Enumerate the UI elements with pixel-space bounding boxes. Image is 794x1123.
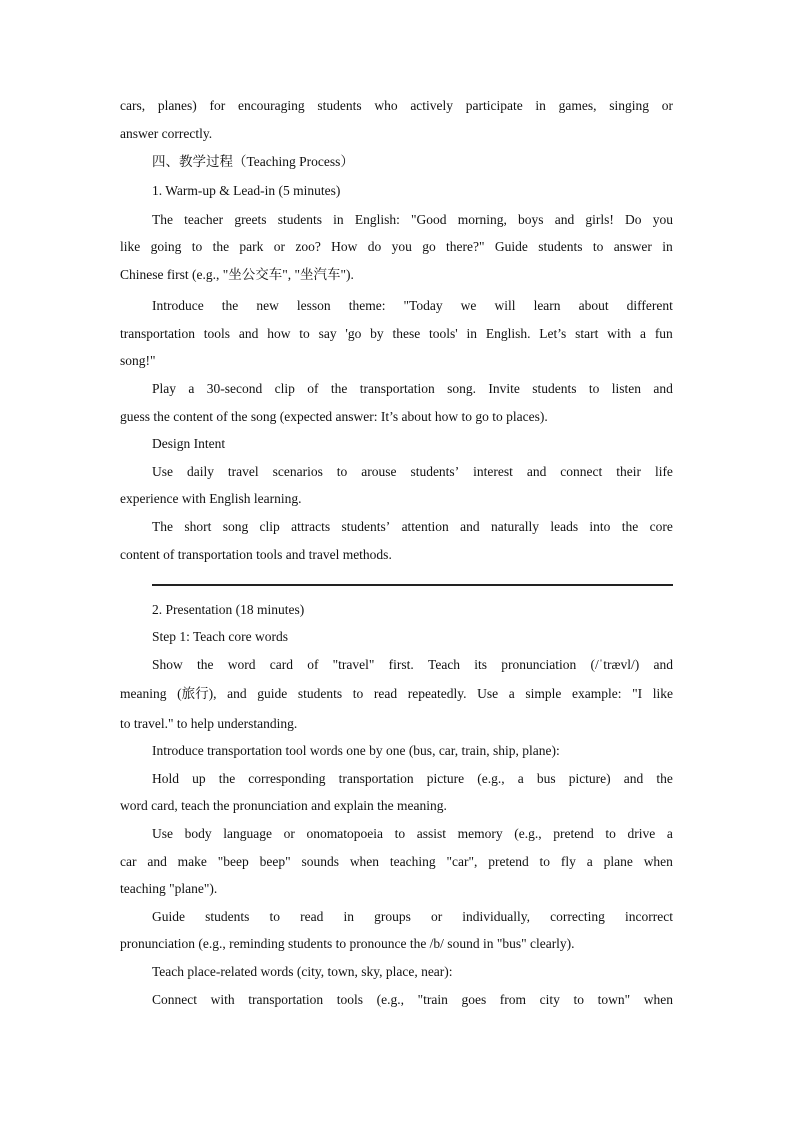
paragraph-line: Chinese first (e.g., "坐公交车", "坐汽车"). — [120, 267, 354, 282]
paragraph-line: car and make "beep beep" sounds when teaching "car", pretend to fly a plane when — [120, 854, 673, 869]
paragraph-line: The teacher greets students in English: "Good morning, boys and girls! Do you — [152, 212, 673, 227]
paragraph-line: Introduce the new lesson theme: "Today we will learn about different — [152, 298, 673, 313]
paragraph-line: pronunciation (e.g., reminding students to pronounce the /b/ sound in "bus" clearly). — [120, 936, 575, 951]
paragraph-line: answer correctly. — [120, 126, 213, 141]
paragraph-line: Guide students to read in groups or individually, correcting incorrect — [152, 909, 673, 924]
paragraph-line: Hold up the corresponding transportation picture (e.g., a bus picture) and the — [152, 771, 673, 786]
horizontal-rule — [152, 584, 673, 586]
paragraph-line: content of transportation tools and travel methods. — [120, 547, 392, 562]
paragraph-line: like going to the park or zoo? How do you go there?" Guide students to answer in — [120, 239, 673, 254]
paragraph-line: word card, teach the pronunciation and explain the meaning. — [120, 798, 447, 813]
subsection-heading: 2. Presentation (18 minutes) — [152, 602, 305, 617]
paragraph-line: The short song clip attracts students’ attention and naturally leads into the core — [152, 519, 673, 534]
paragraph-line: Teach place-related words (city, town, sky, place, near): — [152, 964, 453, 979]
paragraph-line: Use daily travel scenarios to arouse students’ interest and connect their life — [152, 464, 673, 479]
paragraph-line: Show the word card of "travel" first. Teach its pronunciation (/ˈtrævl/) and — [152, 657, 673, 672]
step-heading: Step 1: Teach core words — [152, 629, 289, 644]
paragraph-line: Use body language or onomatopoeia to assist memory (e.g., pretend to drive a — [152, 826, 673, 841]
paragraph-line: to travel." to help understanding. — [120, 716, 298, 731]
subsection-heading: 1. Warm-up & Lead-in (5 minutes) — [152, 183, 341, 198]
paragraph-line: cars, planes) for encouraging students who actively participate in games, singing or — [120, 98, 673, 113]
paragraph-line: transportation tools and how to say 'go by these tools' in English. Let’s start with a fun — [120, 326, 673, 341]
paragraph-line: teaching "plane"). — [120, 881, 218, 896]
paragraph-line: Play a 30-second clip of the transportation song. Invite students to listen and — [152, 381, 673, 396]
paragraph-heading: Design Intent — [152, 436, 226, 451]
paragraph-line: experience with English learning. — [120, 491, 302, 506]
section-heading: 四、教学过程（Teaching Process） — [152, 154, 354, 169]
paragraph-line: meaning (旅行), and guide students to read repeatedly. Use a simple example: "I like — [120, 686, 673, 701]
paragraph-line: guess the content of the song (expected answer: It’s about how to go to places). — [120, 409, 548, 424]
paragraph-line: song!" — [120, 353, 156, 368]
paragraph-line: Connect with transportation tools (e.g., "train goes from city to town" when — [152, 992, 673, 1007]
paragraph-line: Introduce transportation tool words one by one (bus, car, train, ship, plane): — [152, 743, 560, 758]
